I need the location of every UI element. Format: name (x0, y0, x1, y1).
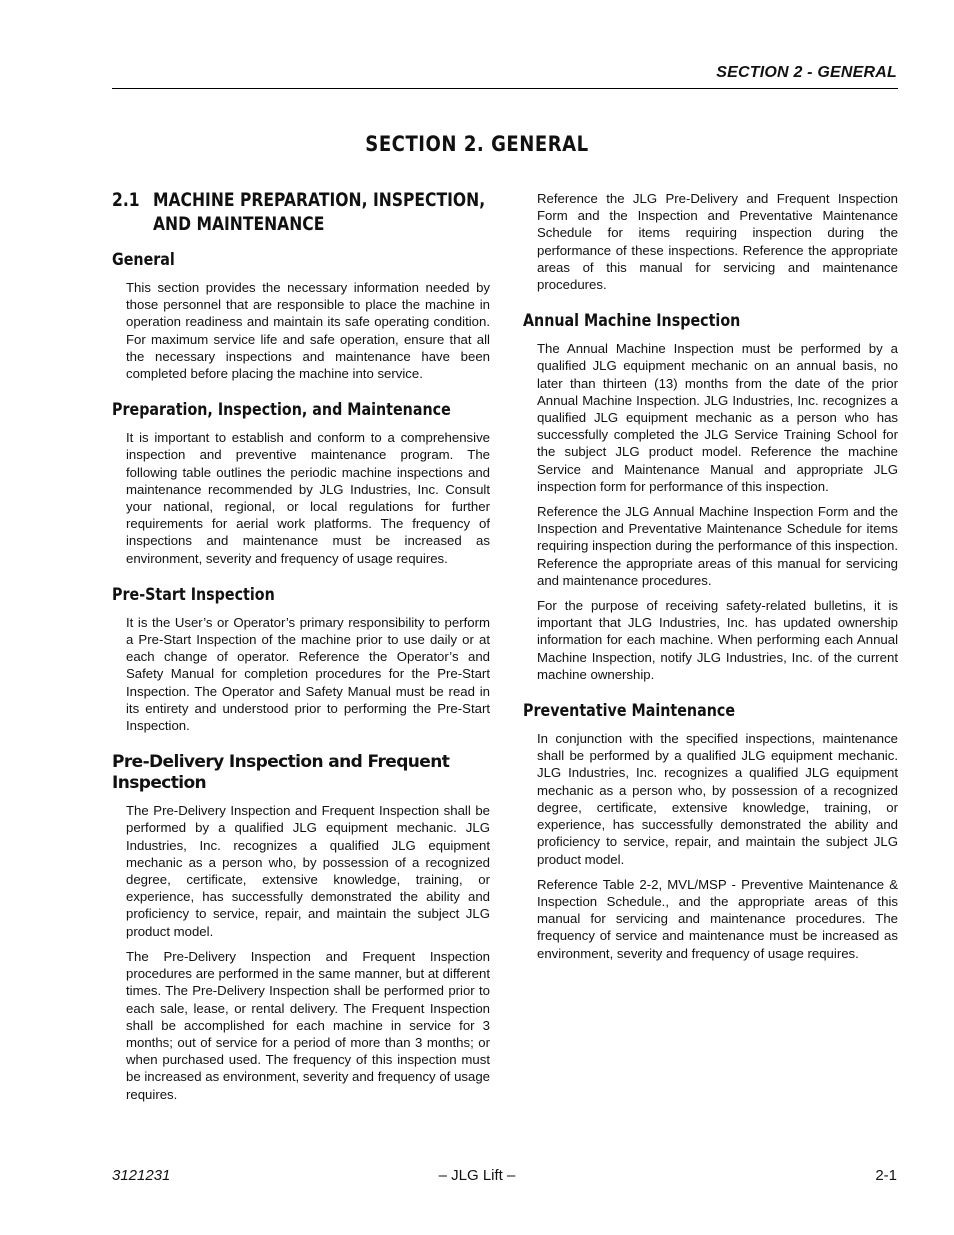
heading-annual-inspection: Annual Machine Inspection (523, 311, 741, 332)
heading-pre-delivery: Pre-Delivery Inspection and Frequent Inspection (112, 752, 450, 794)
footer-center (0, 1167, 954, 1184)
paragraph: In conjunction with the specified inspections, maintenance shall be performed by a qualified JLG equipment mechanic. JLG Industries, Inc. recognizes a qualified JLG equipment mechanic as a person who, by possession of a recognized degree, certificate, extensive knowledge, training, or experience, has successfully demonstrated the ability and proficiency to service, repair, and maintain the subject JLG product model. (537, 731, 898, 867)
main-heading-number: 2.1 (112, 189, 140, 211)
paragraph: This section provides the necessary information needed by those personnel that are responsible to place the machine in operation readiness and maintain its safe operating condition. For maximum service life and safe operation, ensure that all the necessary inspections and maintenance have been completed before placing the machine into service. (126, 280, 490, 382)
left-column (112, 188, 490, 1111)
paragraph: Reference Table 2-2, MVL/MSP - Preventive Maintenance & Inspection Schedule., and the appropriate areas of this manual for servicing and maintenance procedures. The frequency of service and maintenance must be increased as environment, severity and frequency of usage requires. (537, 876, 898, 961)
footer-brand: – JLG Lift – (438, 1167, 516, 1184)
main-heading-text: MACHINE PREPARATION, INSPECTION, AND MAINTENANCE (153, 189, 486, 235)
main-heading (112, 188, 490, 236)
paragraph: For the purpose of receiving safety-related bulletins, it is important that JLG Industries, Inc. has updated ownership information for each machine. When performing each Annual Machine Inspection, notify JLG Industries, Inc. of the current machine ownership. (537, 598, 898, 682)
paragraph: Reference the JLG Pre-Delivery and Frequent Inspection Form and the Inspection and Preventative Maintenance Schedule for items requiring inspection during the performance of these inspections. Reference the appropriate areas of this manual for servicing and maintenance procedures. (537, 191, 898, 293)
header-rule (112, 88, 898, 89)
heading-preventative-maintenance: Preventative Maintenance (523, 701, 736, 722)
page-title: SECTION 2. GENERAL (365, 132, 589, 156)
paragraph: It is important to establish and conform to a comprehensive inspection and preventive maintenance program. The following table outlines the periodic machine inspections and maintenance recommended by JLG Industries, Inc. Consult your national, regional, or local regulations for further requirements for aerial work platforms. The frequency of inspections and maintenance must be increased as environment, severity and frequency of usage requires. (126, 430, 490, 566)
paragraph: Reference the JLG Annual Machine Inspection Form and the Inspection and Preventative Maintenance Schedule for items requiring inspection during the performance of this inspection. Reference the appropriate areas of this manual for servicing and maintenance procedures. (537, 504, 898, 588)
paragraph: The Annual Machine Inspection must be performed by a qualified JLG equipment mechanic on an annual basis, no later than thirteen (13) months from the date of the prior Annual Machine Inspection. JLG Industries, Inc. recognizes a qualified JLG equipment mechanic as a person who has successfully completed the JLG Service Training School for the subject JLG product model. Reference the machine Service and Maintenance Manual and appropriate JLG inspection form for performance of this inspection. (537, 341, 898, 494)
paragraph: The Pre-Delivery Inspection and Frequent Inspection procedures are performed in the same manner, but at different times. The Pre-Delivery Inspection shall be performed prior to each sale, lease, or rental delivery. The Frequent Inspection shall be accomplished for each machine in service for 3 months; out of service for a period of more than 3 months; or when purchased used. The frequency of this inspection must be increased as environment, severity and frequency of usage requires. (126, 948, 490, 1102)
heading-general: General (112, 250, 175, 270)
heading-pre-start: Pre-Start Inspection (112, 584, 275, 605)
heading-preparation: Preparation, Inspection, and Maintenance (112, 400, 451, 421)
paragraph: The Pre-Delivery Inspection and Frequent Inspection shall be performed by a qualified JLG equipment mechanic. JLG Industries, Inc. recognizes a qualified JLG equipment mechanic as a person who, by possession of a recognized degree, certificate, extensive knowledge, training, or experience, has successfully demonstrated the ability and proficiency to service, repair, and maintain the subject JLG product model. (126, 803, 490, 939)
footer-page-number: 2-1 (875, 1167, 897, 1184)
footer-doc-number: 3121231 (112, 1167, 171, 1184)
paragraph: It is the User’s or Operator’s primary responsibility to perform a Pre-Start Inspection of the machine prior to use daily or at each change of operator. Reference the Operator’s and Safety Manual for completion procedures for the Pre-Start Inspection. The Operator and Safety Manual must be read in its entirety and understood prior to performing the Pre-Start Inspection. (126, 614, 490, 734)
running-header: SECTION 2 - GENERAL (716, 64, 897, 81)
right-column (523, 190, 898, 970)
